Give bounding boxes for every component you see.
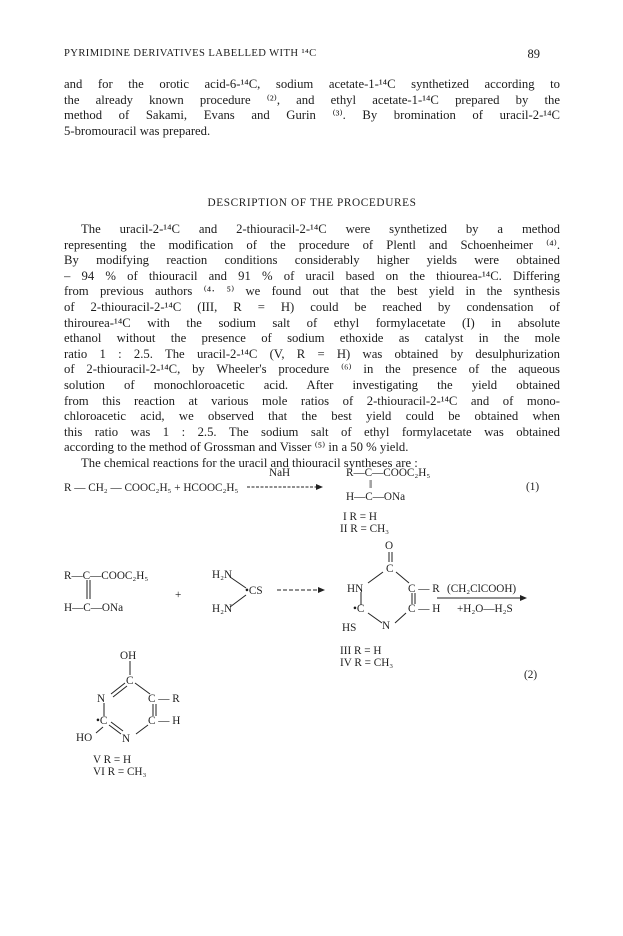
- ring-bond: [368, 572, 383, 583]
- uracil-oh: OH: [120, 650, 137, 662]
- equation-number-2: (2): [524, 669, 538, 681]
- ring-c-h: C — H: [408, 603, 441, 615]
- uracil-ho: HO: [76, 732, 93, 744]
- text-line: solution of monochloroacetic acid. After investigating the yield obtained: [64, 377, 560, 392]
- compound-label-V: V R = H: [93, 754, 132, 766]
- reagent-nah: NaH: [269, 467, 291, 479]
- ring-carbon-top: C: [386, 563, 394, 575]
- scheme1-product-bottom: H—C—ONa: [346, 491, 406, 503]
- running-head: PYRIMIDINE DERIVATIVES LABELLED WITH ¹⁴C: [64, 48, 317, 59]
- compound-label-VI: VI R = CH₃: [93, 766, 147, 778]
- arrow-head-1: [316, 484, 323, 490]
- text-line: thirourea-¹⁴C with the sodium salt of ethyl formylacetate (I) in absolute: [64, 315, 560, 330]
- thiourea-bond-bottom: [230, 595, 246, 607]
- scheme1-reactants: R — CH₂ — COOC₂H₅ + HCOOC₂H₅: [64, 482, 239, 494]
- ring-hn: HN: [347, 583, 364, 595]
- text-line: of 2-thiouracil-2-¹⁴C (III, R = H) could be reached by condensation of: [64, 299, 560, 314]
- text-line: from this reaction at various mole ratios of 2-thiouracil-2-¹⁴C and of mono-: [64, 393, 560, 408]
- thiourea-nh2-top: H₂N: [212, 569, 233, 581]
- scheme1-product-top: R—C—COOC₂H₅: [346, 467, 431, 479]
- uracil-n-bottom: N: [122, 733, 131, 745]
- thiourea-bond-top: [230, 577, 246, 588]
- compound-label-I: I R = H: [343, 511, 377, 523]
- scheme2-left-bottom: H—C—ONa: [64, 602, 124, 614]
- page-number: 89: [527, 47, 540, 61]
- ring-oxygen: O: [385, 540, 394, 552]
- equation-number-1: (1): [526, 481, 540, 493]
- text-line: The chemical reactions for the uracil and thiouracil syntheses are :: [81, 455, 418, 470]
- compound-label-II: II R = CH₃: [340, 523, 390, 535]
- text-line: of 2-thiouracil-2-¹⁴C, by Wheeler's procedure ⁽⁶⁾ in the presence of the aqueous: [64, 362, 560, 377]
- text-line: the already known procedure ⁽²⁾, and ethyl acetate-1-¹⁴C prepared by the: [64, 92, 560, 107]
- uracil-c-top: C: [126, 675, 134, 687]
- text-line: By modifying reaction conditions considerably higher yields were obtained: [64, 253, 560, 268]
- ring-labelled-carbon: •C: [353, 603, 365, 615]
- ring-double-bond: [111, 683, 125, 694]
- reagent-water: +H₂O—H₂S: [457, 603, 513, 615]
- text-line: method of Sakami, Evans and Gurin ⁽³⁾. By bromination of uracil-2-¹⁴C: [64, 108, 560, 123]
- ring-hs: HS: [342, 622, 357, 634]
- uracil-c-r: C — R: [148, 693, 180, 705]
- reagent-chloroacetic: (CH₂ClCOOH): [447, 583, 517, 595]
- ring-nitrogen: N: [382, 620, 391, 632]
- uracil-n: N: [97, 693, 106, 705]
- text-line: 5-bromouracil was prepared.: [64, 123, 211, 138]
- scheme1-double-bond: ‖: [369, 479, 373, 491]
- text-line: and for the orotic acid-6-¹⁴C, sodium acetate-1-¹⁴C synthetized according to: [64, 77, 560, 91]
- text-line: according to the method of Grossman and Visser ⁽⁵⁾ in a 50 % yield.: [64, 440, 409, 455]
- uracil-c-h: C — H: [148, 715, 181, 727]
- text-line: ratio 1 : 2.5. The uracil-2-¹⁴C (V, R = H) was obtained by desulphurization: [64, 346, 560, 361]
- uracil-labelled-carbon: •C: [96, 715, 108, 727]
- text-line: The uracil-2-¹⁴C and 2-thiouracil-2-¹⁴C were synthetized by a method: [81, 222, 560, 236]
- text-line: representing the modification of the procedure of Plentl and Schoenheimer ⁽⁴⁾.: [64, 237, 560, 252]
- compound-label-III: III R = H: [340, 645, 382, 657]
- text-line: this ratio was 1 : 2.5. The sodium salt of ethyl formylacetate was obtained: [64, 424, 560, 439]
- scheme2-left-top: R—C—COOC₂H₅: [64, 570, 149, 582]
- text-line: from previous authors ⁽⁴· ⁵⁾ we found out that the best yield in the synthesis: [64, 284, 560, 299]
- section-heading: DESCRIPTION OF THE PROCEDURES: [207, 197, 417, 209]
- ring-c-r: C — R: [408, 583, 440, 595]
- text-line: – 94 % of thiouracil and 91 % of uracil based on the thiourea-¹⁴C. Differing: [64, 268, 560, 283]
- compound-label-IV: IV R = CH₃: [340, 657, 394, 669]
- thiourea-cs: •CS: [245, 585, 263, 597]
- text-line: ethanol without the presence of sodium ethoxide as catalyst in the mole: [64, 331, 560, 346]
- thiourea-nh2-bottom: H₂N: [212, 603, 233, 615]
- plus-sign: +: [175, 589, 182, 601]
- text-line: chloroacetic acid, we observed that the best yield could be obtained when: [64, 409, 560, 424]
